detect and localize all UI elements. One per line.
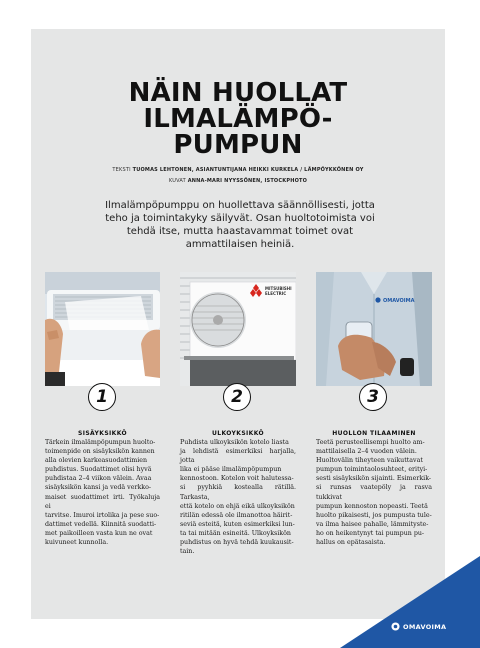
body-line: Puhdista ulkoyksikön kotelo liasta (180, 439, 289, 446)
body-line: ta tai mitään esineitä. Ulkoyksikön (180, 529, 291, 537)
section-body-service (316, 438, 432, 547)
title-line: NÄIN HUOLLAT (128, 78, 348, 108)
body-line: ja lehdistä esimerkiksi harjalla, jotta (180, 448, 296, 465)
section-heading: HUOLLON TILAAMINEN (332, 430, 416, 437)
body-line: puhdistaa 2–4 viikon välein. Avaa (45, 475, 152, 483)
body-line: ritilän edessä ole ilmanottoa häirit- (180, 511, 293, 519)
body-line: huolto pikaisesti, jos pumpusta tule- (316, 511, 432, 519)
omavoima-logo-icon (391, 622, 400, 631)
step-number-1: 1 (88, 383, 116, 411)
shirt-logo: OMAVOIMA (383, 298, 415, 304)
body-line: seviä esteitä, kuten esimerkiksi lun- (180, 520, 295, 528)
footer-logo (391, 622, 446, 631)
brand-line: ELECTRIC (265, 291, 287, 296)
body-line: lika ei pääse ilmalämpöpumpun (180, 466, 282, 474)
section-heading: SISÄYKSIKKÖ (77, 430, 128, 437)
body-line: tain. (180, 548, 195, 556)
lead-paragraph: Ilmalämpöpumppu on huollettava säännöllisesti, jotta teho ja toimintakyky säilyvät. Osan huoltotoimista voi tehdä itse, mutta haastavammat toimet ovat ammattilaisen heiniä. (105, 200, 375, 250)
brand-line: MITSUBISHI (265, 286, 292, 291)
title-line: PUMPUN (173, 130, 303, 160)
section-body-indoor (45, 438, 160, 547)
body-line: Teetä perusteellisempi huolto am- (316, 439, 425, 446)
body-line: pumpun kennoston nopeasti. Teetä (316, 502, 428, 510)
body-line: puhdistus. Suodattimet olisi hyvä (45, 466, 152, 474)
step-number-3: 3 (359, 383, 387, 411)
body-line: toimenpide on sisäyksikön kannen (45, 448, 155, 456)
body-line: puhdistus on hyvä tehdä kuukausit- (180, 539, 294, 547)
title-line: ILMALÄMPÖ- (143, 104, 333, 134)
logo-mark-icon (375, 297, 380, 302)
step-number-2: 2 (223, 383, 251, 411)
body-line: pumpun toimintaolosuhteet, erityi- (316, 466, 428, 474)
body-line: met paikoilleen vasta kun ne ovat (45, 529, 153, 537)
corner-triangle (340, 556, 480, 648)
body-line: sisäyksikön kansi ja vedä verkko- (45, 484, 152, 492)
text-credit-names: TUOMAS LEHTONEN, ASIANTUNTIJANA HEIKKI KURKELA / LÄMPÖYKKÖNEN OY (132, 167, 364, 173)
body-line: hallus on epätasaista. (316, 539, 386, 547)
outdoor-unit-photo (180, 272, 296, 386)
footer-logo-text: OMAVOIMA (403, 622, 447, 631)
body-line: tarvitse. Imuroi irtolika ja pese suo- (45, 511, 160, 519)
body-line: alla olevien karkeasuodattimien (45, 457, 148, 465)
text-credit-label: TEKSTI (112, 167, 131, 173)
body-line: si pyyhkiä kostealla rätillä. Tarkasta, (180, 484, 296, 501)
body-line: mattilaisella 2–4 vuoden välein. (316, 448, 417, 456)
indoor-unit-photo (45, 272, 160, 386)
body-line: Huoltovälin tiheyteen vaikuttavat (316, 457, 423, 465)
body-line: maiset suodattimet irti. Työkaluja ei (45, 493, 160, 510)
photo-credit-names: ANNA-MARI NYYSSÖNEN, ISTOCKPHOTO (187, 178, 308, 184)
body-line: si runsas vaatepöly ja rasva tukkivat (316, 484, 432, 501)
text-credit (31, 167, 445, 173)
body-line: ho on heikentynyt tai pumpun pu- (316, 529, 425, 537)
section-body-outdoor (180, 438, 296, 556)
technician-photo (316, 272, 432, 386)
body-line: kennostoon. Kotelon voit halutessa- (180, 475, 294, 483)
page-title (31, 80, 445, 158)
body-line: sesti sisäyksikön sijainti. Esimerkik- (316, 475, 432, 483)
body-line: Tärkein ilmalämpöpumpun huolto- (45, 439, 156, 446)
body-line: va ilma haisee pahalle, lämmityste- (316, 520, 429, 528)
body-line: dattimet vedellä. Kiinnitä suodatti- (45, 520, 157, 528)
body-line: että kotelo on ehjä eikä ulkoyksikön (180, 502, 295, 510)
section-heading: ULKOYKSIKKÖ (211, 430, 265, 437)
photo-credit (31, 178, 445, 184)
photo-credit-label: KUVAT (168, 178, 186, 184)
body-line: kuivuneet kunnolla. (45, 539, 109, 547)
